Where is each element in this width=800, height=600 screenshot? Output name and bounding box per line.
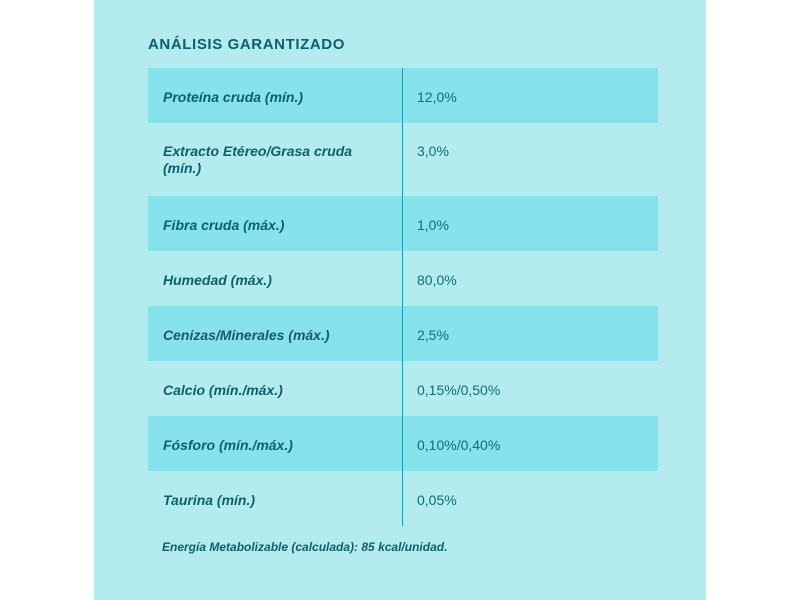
row-label: Fibra cruda (máx.)	[163, 217, 285, 233]
table-row	[148, 416, 658, 471]
energy-footnote: Energía Metabolizable (calculada): 85 kcal/unidad.	[162, 540, 448, 554]
row-value: 0,10%/0,40%	[417, 437, 501, 453]
row-value: 2,5%	[417, 327, 449, 343]
row-value: 3,0%	[417, 143, 449, 159]
row-value: 1,0%	[417, 217, 449, 233]
panel-title: ANÁLISIS GARANTIZADO	[148, 36, 345, 53]
row-value: 80,0%	[417, 272, 457, 288]
table-row	[148, 251, 658, 306]
row-value: 0,15%/0,50%	[417, 382, 501, 398]
table-row	[148, 471, 658, 526]
row-value: 12,0%	[417, 89, 457, 105]
row-label: Humedad (máx.)	[163, 272, 272, 288]
analysis-table	[148, 68, 658, 526]
table-row	[148, 361, 658, 416]
row-label: Cenizas/Minerales (máx.)	[163, 327, 330, 343]
row-label: Calcio (mín./máx.)	[163, 382, 283, 398]
row-label: Extracto Etéreo/Grasa cruda (mín.)	[163, 143, 353, 176]
row-label: Proteína cruda (mín.)	[163, 89, 304, 105]
table-row	[148, 68, 658, 123]
row-label: Taurina (mín.)	[163, 492, 256, 508]
table-row	[148, 306, 658, 361]
table-row	[148, 196, 658, 251]
column-divider	[402, 68, 403, 526]
row-label: Fósforo (mín./máx.)	[163, 437, 293, 453]
row-value: 0,05%	[417, 492, 457, 508]
guaranteed-analysis-panel	[94, 0, 706, 600]
table-row	[148, 123, 658, 196]
